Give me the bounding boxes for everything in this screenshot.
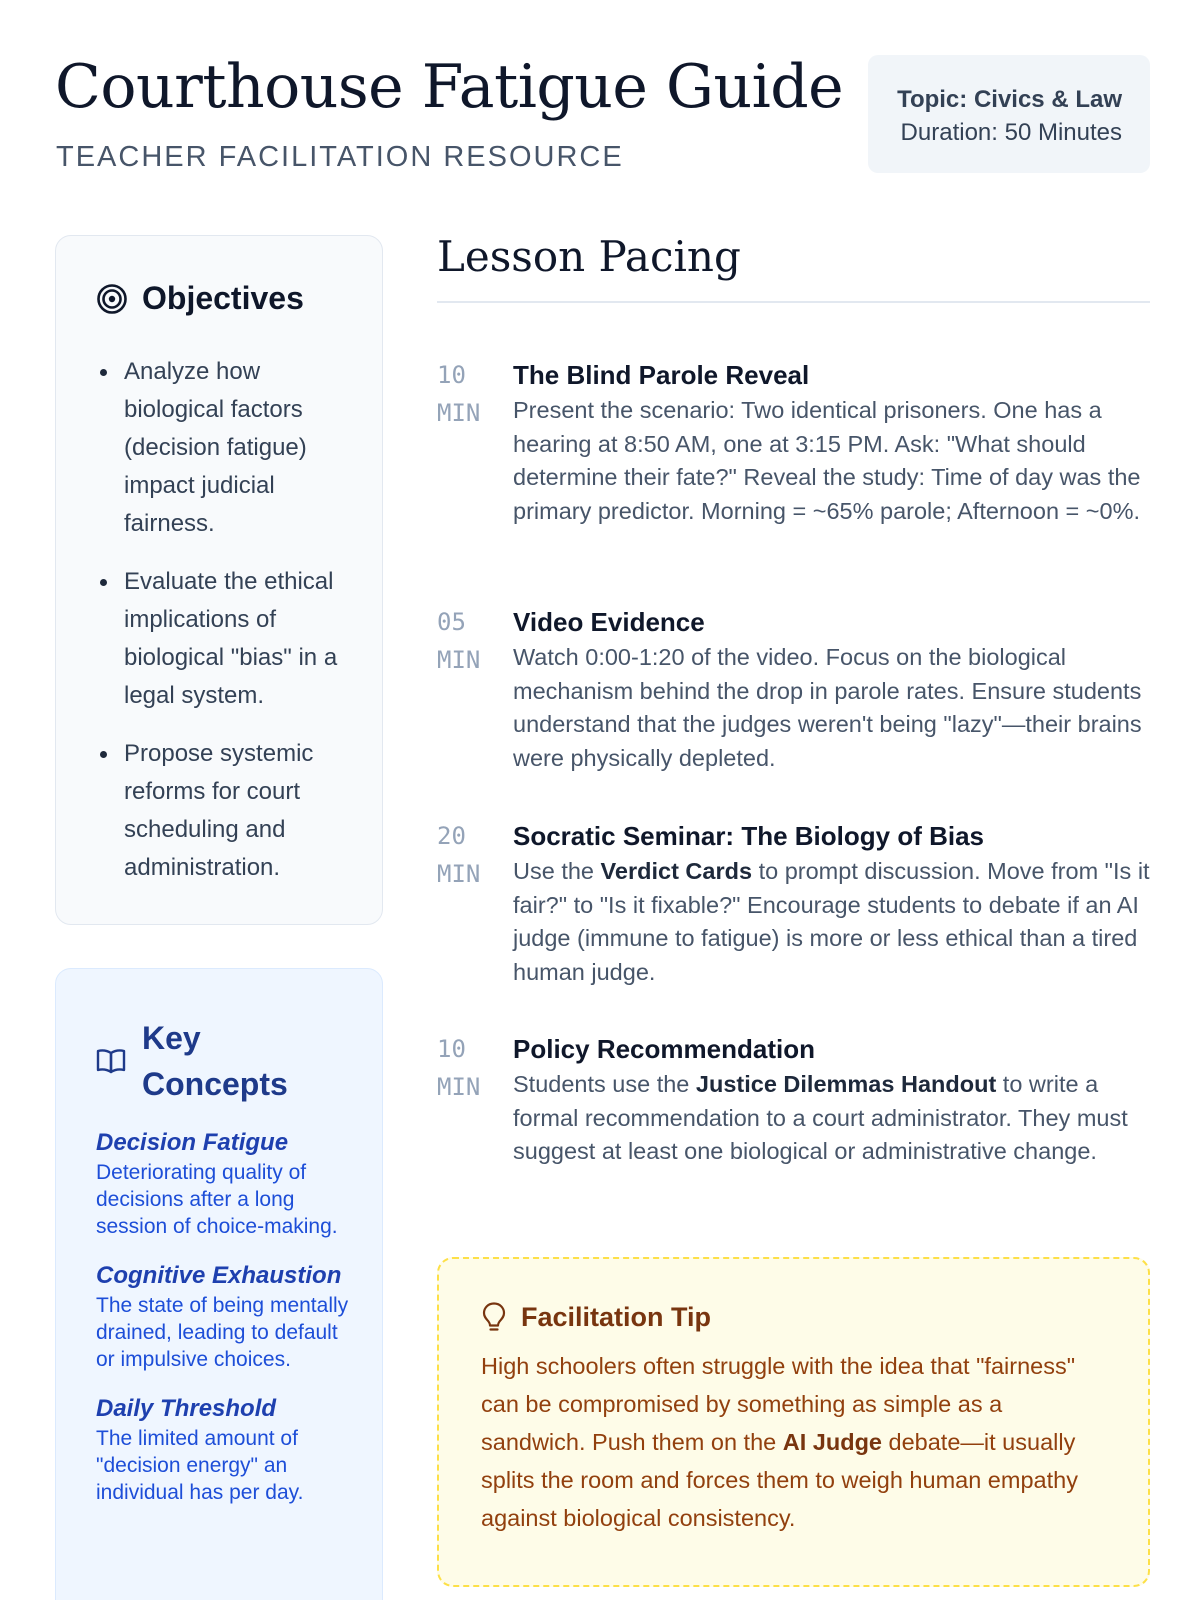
step-duration bbox=[437, 603, 501, 679]
concepts-heading-line1: Key bbox=[142, 1020, 201, 1056]
step-body bbox=[513, 817, 1150, 989]
concept-term: Decision Fatigue bbox=[96, 1129, 289, 1156]
step-title: Video Evidence bbox=[513, 607, 705, 637]
page-subtitle: TEACHER FACILITATION RESOURCE bbox=[56, 141, 624, 173]
pacing-step bbox=[437, 356, 1150, 528]
duration-label: Duration: 50 Minutes bbox=[900, 119, 1122, 146]
concepts-header bbox=[96, 1015, 352, 1107]
pacing-divider bbox=[437, 301, 1150, 303]
objectives-card bbox=[55, 235, 383, 925]
step-text: Present the scenario: Two identical prisoners. One has a hearing at 8:50 AM, one at 3:15 PM. Ask: "What should determine their fate?" Reveal the study: Time of day was the primary predictor. Morning = ~65% parole; Afternoon = ~0%. bbox=[513, 397, 1141, 524]
handout-ref: Justice Dilemmas Handout bbox=[695, 1071, 997, 1097]
tip-heading: Facilitation Tip bbox=[521, 1301, 712, 1332]
step-body bbox=[513, 603, 1150, 775]
step-title: The Blind Parole Reveal bbox=[513, 360, 810, 390]
concepts-heading-line2: Concepts bbox=[142, 1066, 288, 1102]
tip-text bbox=[481, 1347, 1108, 1537]
step-minutes: 05 bbox=[437, 608, 466, 636]
step-minutes: 20 bbox=[437, 822, 466, 850]
lightbulb-icon bbox=[481, 1301, 507, 1333]
step-text bbox=[513, 855, 1150, 989]
step-body bbox=[513, 1030, 1150, 1169]
topic-label: Topic: Civics & Law bbox=[897, 86, 1122, 113]
step-unit: MIN bbox=[437, 1073, 481, 1101]
pacing-step bbox=[437, 1030, 1150, 1169]
step-duration bbox=[437, 817, 501, 893]
verdict-cards-ref: Verdict Cards bbox=[600, 858, 753, 884]
ai-judge-ref: AI Judge bbox=[782, 1429, 882, 1455]
key-concepts-card bbox=[55, 968, 383, 1600]
target-icon bbox=[96, 283, 128, 315]
concept-definition: The limited amount of "decision energy" an individual has per day. bbox=[96, 1427, 304, 1504]
step-minutes: 10 bbox=[437, 1035, 466, 1063]
step-body bbox=[513, 356, 1150, 528]
page-title: Courthouse Fatigue Guide bbox=[55, 52, 844, 122]
step-text bbox=[513, 1068, 1150, 1169]
objectives-list bbox=[96, 353, 344, 887]
step-title: Socratic Seminar: The Biology of Bias bbox=[513, 821, 984, 851]
tip-text-end: debate—it usually splits the room and forces them to weigh human empathy against biological consistency. bbox=[481, 1429, 1078, 1531]
concept-term: Cognitive Exhaustion bbox=[96, 1262, 342, 1289]
concept-item bbox=[96, 1127, 352, 1240]
facilitation-tip-box bbox=[437, 1257, 1150, 1587]
concept-definition: The state of being mentally drained, leading to default or impulsive choices. bbox=[96, 1294, 349, 1371]
step-text-start: Use the bbox=[513, 858, 601, 884]
step-text: Watch 0:00-1:20 of the video. Focus on the biological mechanism behind the drop in parole rates. Ensure students understand that the judges weren't being "lazy"—their brains were physically depleted. bbox=[513, 644, 1142, 771]
step-text-end: to prompt discussion. Move from "Is it fair?" to "Is it fixable?" Encourage students to debate if an AI judge (immune to fatigue) is more or less ethical than a tired human judge. bbox=[513, 858, 1150, 985]
step-text-end: to write a formal recommendation to a court administrator. They must suggest at least one biological or administrative change. bbox=[513, 1071, 1128, 1164]
step-text-start: Students use the bbox=[513, 1071, 696, 1097]
concept-term: Daily Threshold bbox=[96, 1395, 277, 1422]
concepts-heading bbox=[142, 1015, 288, 1107]
step-duration bbox=[437, 1030, 501, 1106]
pacing-heading: Lesson Pacing bbox=[437, 232, 741, 281]
step-title: Policy Recommendation bbox=[513, 1034, 815, 1064]
pacing-step bbox=[437, 817, 1150, 989]
tip-header bbox=[481, 1301, 1108, 1333]
objectives-heading: Objectives bbox=[142, 280, 304, 316]
concept-item bbox=[96, 1260, 352, 1373]
concept-definition: Deteriorating quality of decisions after a long session of choice-making. bbox=[96, 1161, 338, 1238]
step-unit: MIN bbox=[437, 399, 481, 427]
step-minutes: 10 bbox=[437, 361, 466, 389]
objectives-header bbox=[96, 280, 344, 317]
step-duration bbox=[437, 356, 501, 432]
step-unit: MIN bbox=[437, 860, 481, 888]
pacing-step bbox=[437, 603, 1150, 775]
book-icon bbox=[96, 1048, 126, 1074]
objective-item: Evaluate the ethical implications of biological "bias" in a legal system. bbox=[96, 563, 344, 715]
objective-item: Analyze how biological factors (decision fatigue) impact judicial fairness. bbox=[96, 353, 344, 543]
concept-item bbox=[96, 1393, 352, 1506]
step-unit: MIN bbox=[437, 646, 481, 674]
objective-item: Propose systemic reforms for court scheduling and administration. bbox=[96, 735, 344, 887]
lesson-meta-box bbox=[868, 55, 1150, 173]
tip-text-start: High schoolers often struggle with the idea that "fairness" can be compromised by something as simple as a sandwich. Push them on the bbox=[481, 1353, 1076, 1455]
